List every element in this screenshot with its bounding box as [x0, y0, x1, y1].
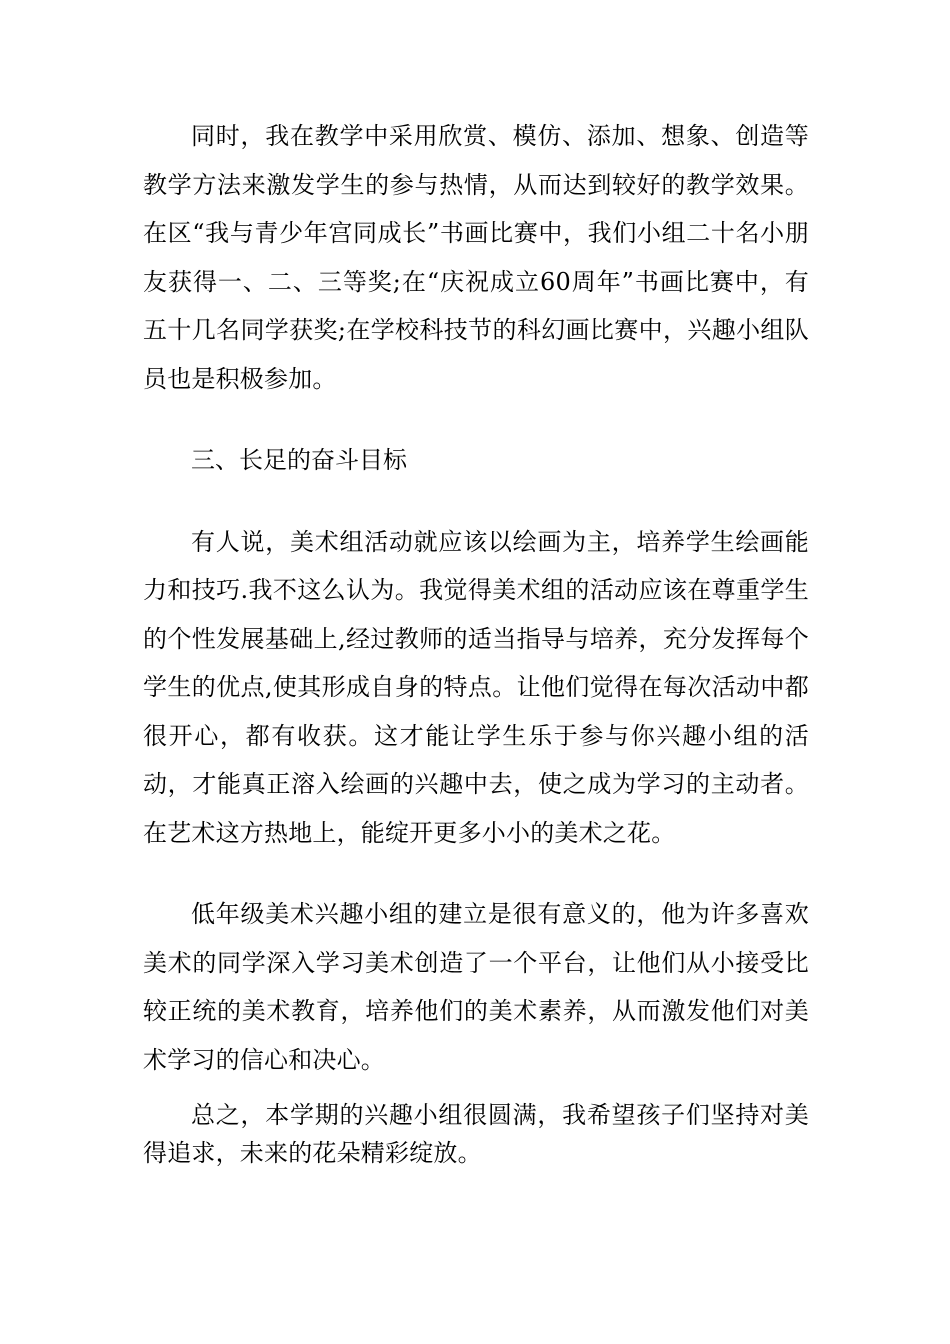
document-page [143, 112, 809, 1172]
section-heading: 三、长足的奋斗目标 [191, 446, 407, 474]
paragraph-summary: 总之，本学期的兴趣小组很圆满，我希望孩子们坚持对美得追求，未来的花朵精彩绽放。 [143, 1101, 809, 1167]
paragraph-significance: 低年级美术兴趣小组的建立是很有意义的，他为许多喜欢美术的同学深入学习美术创造了一个平台，让他们从小接受比较正统的美术教育，培养他们的美术素养，从而激发他们对美术学习的信心和决心。 [143, 900, 809, 1074]
paragraph-teaching-methods: 同时，我在教学中采用欣赏、模仿、添加、想象、创造等教学方法来激发学生的参与热情，从而达到较好的教学效果。在区“我与青少年宫同成长”书画比赛中，我们小组二十名小朋友获得一、二、三等奖;在“庆祝成立60周年”书画比赛中，有五十几名同学获奖;在学校科技节的科幻画比赛中，兴趣小组队员也是积极参加。 [143, 122, 809, 393]
paragraph-goals: 有人说，美术组活动就应该以绘画为主，培养学生绘画能力和技巧.我不这么认为。我觉得美术组的活动应该在尊重学生的个性发展基础上,经过教师的适当指导与培养，充分发挥每个学生的优点,使其形成自身的特点。让他们觉得在每次活动中都很开心，都有收获。这才能让学生乐于参与你兴趣小组的活动，才能真正溶入绘画的兴趣中去，使之成为学习的主动者。在艺术这方热地上，能绽开更多小小的美术之花。 [143, 527, 809, 847]
